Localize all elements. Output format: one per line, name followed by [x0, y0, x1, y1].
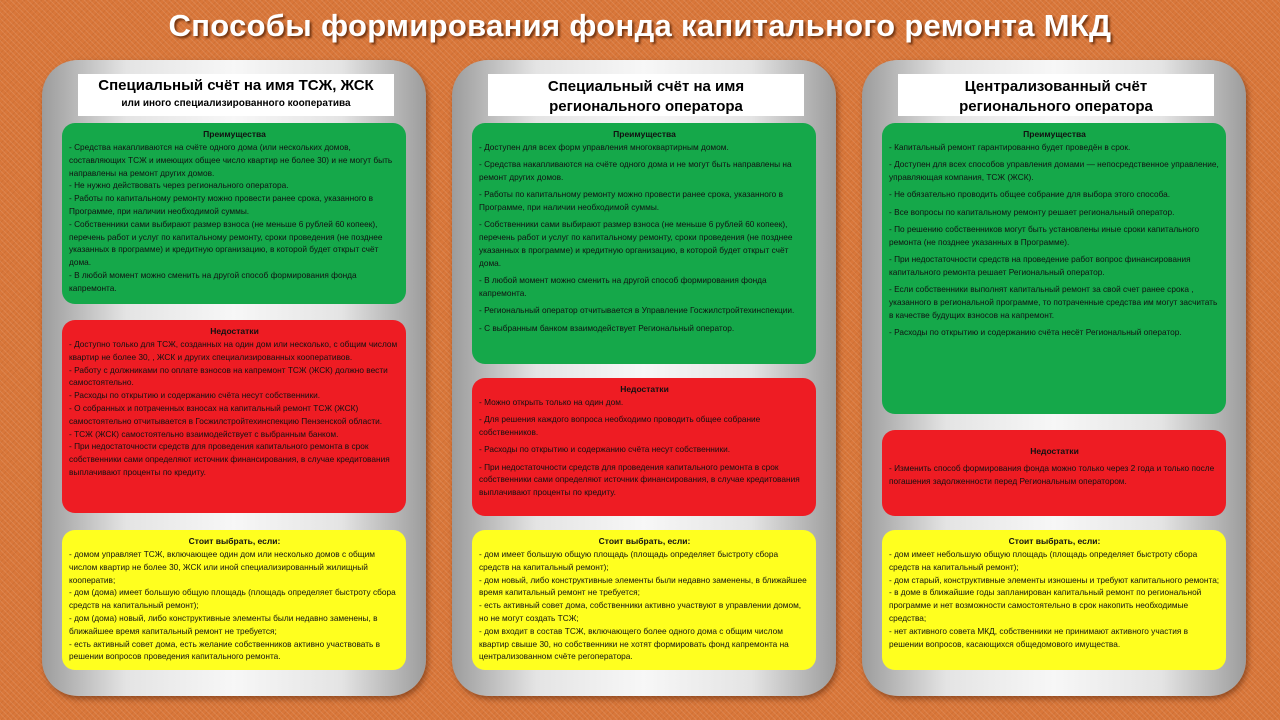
disadvantage-item: - Можно открыть только на один дом.	[479, 397, 624, 407]
disadvantage-item: - Расходы по открытию и содержанию счёта несут собственники.	[479, 444, 731, 455]
advantage-item: - В любой момент можно сменить на другой способ формирования фонда капремонта.	[479, 275, 767, 298]
panel-special-account-operator	[452, 60, 836, 696]
choose-if-item: - есть активный совет дома, есть желание собственников активно участвовать в решении вопросов проведения капитального ремонта.	[69, 638, 381, 662]
advantage-item: - Расходы по открытию и содержанию счёта несёт Региональный оператор.	[889, 327, 1182, 338]
panel-heading-line2: или иного специализированного кооператива	[121, 98, 351, 109]
advantage-item: - При недостаточности средств на проведение работ вопрос финансирования капитального ремонта решает Региональный оператор.	[889, 254, 1191, 277]
choose-if-item: - есть активный совет дома, собственники активно участвуют в управлении домом, но не могут создать ТСЖ;	[479, 600, 802, 623]
disadvantages-box	[472, 378, 816, 516]
choose-if-item: - дом (дома) новый, либо конструктивные элементы были недавно заменены, в ближайшее время капитальный ремонт не требуется;	[69, 612, 378, 636]
advantage-item: - Региональный оператор отчитывается в Управление Госжилстройтехинспекции.	[479, 305, 795, 316]
disadvantage-item: - Работу с должниками по оплате взносов на капремонт ТСЖ (ЖСК) должно вести самостоятельно.	[69, 364, 388, 388]
disadvantages-title: Недостатки	[210, 326, 259, 336]
advantage-item: - Доступен для всех форм управления многоквартирным домом.	[479, 142, 729, 152]
panel-heading	[488, 74, 804, 116]
choose-if-item: - дом имеет небольшую общую площадь (площадь определяет быстроту сбора средств на капитальный ремонт);	[889, 549, 1198, 572]
disadvantage-item: - При недостаточности средств для проведения капитального ремонта в срок собственники сами определяют источник финансирования, в случае кредитования выплачивают проценты по кредиту.	[69, 441, 390, 477]
choose-if-title: Стоит выбрать, если:	[598, 536, 691, 546]
advantages-box	[62, 123, 406, 304]
choose-if-item: - нет активного совета МКД, собственники не принимают активного участия в решении вопросов, касающихся общедомового имущества.	[889, 625, 1189, 649]
advantage-item: - Собственники сами выбирают размер взноса (не меньше 6 рублей 60 копеек), перечень работ и услуг по капитальному ремонту, сроки проведения (не позднее указанных в программе) и кредитную организацию, в которой будет открыт счёт дома.	[479, 219, 793, 268]
advantage-item: - Не обязательно проводить общее собрание для выбора этого способа.	[889, 189, 1171, 200]
panel-centralized-account	[862, 60, 1246, 696]
advantages-box	[882, 123, 1226, 414]
panel-heading-line2: регионального оператора	[959, 98, 1153, 115]
panel-heading-line1: Специальный счёт на имя	[547, 78, 745, 95]
choose-if-item: - дом старый, конструктивные элементы изношены и требуют капитального ремонта;	[889, 574, 1220, 585]
advantage-item: - Средства накапливаются на счёте одного дома и не могут быть направлены на ремонт других домов.	[479, 159, 792, 183]
advantage-item: - Собственники сами выбирают размер взноса (не меньше 6 рублей 60 копеек), перечень работ и услуг по капитальному ремонту, сроки проведения (не позднее указанных в программе) и кредитную организацию, в которой будет открыт счёт дома.	[69, 218, 383, 268]
advantage-item: - Капитальный ремонт гарантированно будет проведён в срок.	[889, 142, 1131, 152]
advantages-title: Преимущества	[1023, 129, 1086, 139]
advantage-item: - Работы по капитальному ремонту можно провести ранее срока, указанного в Программе, при наличии необходимой суммы.	[479, 189, 783, 213]
panel-heading-line1: Специальный счёт на имя ТСЖ, ЖСК	[98, 77, 374, 94]
advantages-title: Преимущества	[203, 129, 266, 139]
choose-if-item: - дом имеет большую общую площадь (площадь определяет быстроту сбора средств на капитальный ремонт);	[479, 549, 779, 572]
advantages-title: Преимущества	[613, 129, 676, 139]
panel-heading-line2: регионального оператора	[549, 98, 743, 115]
choose-if-box	[472, 530, 816, 670]
panel-special-account-hoa	[42, 60, 426, 696]
advantage-item: - В любой момент можно сменить на другой способ формирования фонда капремонта.	[69, 269, 357, 293]
disadvantage-item: - При недостаточности средств для проведения капитального ремонта в срок собственники сами определяют источник финансирования, в случае кредитования выплачивают проценты по кредиту.	[479, 461, 800, 498]
disadvantage-item: - Изменить способ формирования фонда можно только через 2 года и только после погашения задолженности перед Региональным оператором.	[889, 463, 1215, 486]
advantage-item: - По решению собственников могут быть установлены иные сроки капитального ремонта (не позднее указанных в Программе).	[889, 223, 1200, 247]
slide-title: Способы формирования фонда капитального ремонта МКД	[168, 8, 1112, 43]
choose-if-item: - дом входит в состав ТСЖ, включающего более одного дома с общим числом квартир свыше 30, но собственники не хотят формировать фонд капремонта на централизованном счёте регоператора.	[479, 625, 789, 662]
disadvantages-box	[62, 320, 406, 513]
disadvantages-title: Недостатки	[1030, 446, 1079, 456]
panel-heading	[78, 74, 394, 116]
panel-heading-line1: Централизованный счёт	[964, 78, 1148, 95]
disadvantage-item: - Доступно только для ТСЖ, созданных на один дом или несколько, с общим числом квартир не более 30, , ЖСК и других специализированных кооперативов.	[69, 339, 398, 362]
disadvantage-item: - О собранных и потраченных взносах на капитальный ремонт ТСЖ (ЖСК) самостоятельно отчитывается в Госжилстройтехинспекцию Пензенской области.	[69, 402, 383, 426]
choose-if-title: Стоит выбрать, если:	[188, 536, 281, 546]
disadvantage-item: - Для решения каждого вопроса необходимо проводить общее собрание собственников.	[479, 414, 761, 438]
choose-if-box	[62, 530, 406, 670]
advantage-item: - Работы по капитальному ремонту можно провести ранее срока, указанного в Программе, при наличии необходимой суммы.	[69, 193, 373, 216]
advantage-item: - Не нужно действовать через регионального оператора.	[69, 180, 289, 191]
choose-if-item: - домом управляет ТСЖ, включающее один дом или несколько домов с общим числом квартир не более 30, ЖСК или иной специализированный жилищный кооператив;	[69, 549, 375, 585]
choose-if-title: Стоит выбрать, если:	[1008, 536, 1101, 546]
advantage-item: - Если собственники выполнят капитальный ремонт за свой счет ранее срока , указанного в региональной программе, то потраченные средства им могут засчитать в качестве будущих взносов на капремонт.	[889, 284, 1218, 320]
advantage-item: - Средства накапливаются на счёте одного дома (или нескольких домов, составляющих ТСЖ и имеющих общее число квартир не более 30) и не могут быть направлены на ремонт других домов.	[69, 142, 393, 178]
panel-heading	[898, 74, 1214, 116]
choose-if-box	[882, 530, 1226, 670]
disadvantages-box	[882, 430, 1226, 516]
choose-if-item: - дом новый, либо конструктивные элементы были недавно заменены, в ближайшее время капитальный ремонт не требуется;	[479, 574, 807, 598]
choose-if-item: - дом (дома) имеет большую общую площадь (площадь определяет быстроту сбора средств на капитальный ремонт);	[69, 587, 396, 611]
choose-if-item: - в доме в ближайшие годы запланирован капитальный ремонт по региональной программе и нет возможности самостоятельно в срок накопить необходимые средства;	[889, 587, 1202, 623]
advantages-box	[472, 123, 816, 364]
disadvantage-item: - ТСЖ (ЖСК) самостоятельно взаимодействует с выбранным банком.	[69, 428, 339, 439]
disadvantage-item: - Расходы по открытию и содержанию счёта несут собственники.	[69, 390, 321, 401]
advantage-item: - Доступен для всех способов управления домами — непосредственное управление, управляющая компания, ТСЖ (ЖСК).	[889, 159, 1219, 183]
disadvantages-title: Недостатки	[620, 384, 669, 394]
advantage-item: - С выбранным банком взаимодействует Региональный оператор.	[479, 322, 735, 333]
advantage-item: - Все вопросы по капитальному ремонту решает региональный оператор.	[889, 206, 1175, 217]
